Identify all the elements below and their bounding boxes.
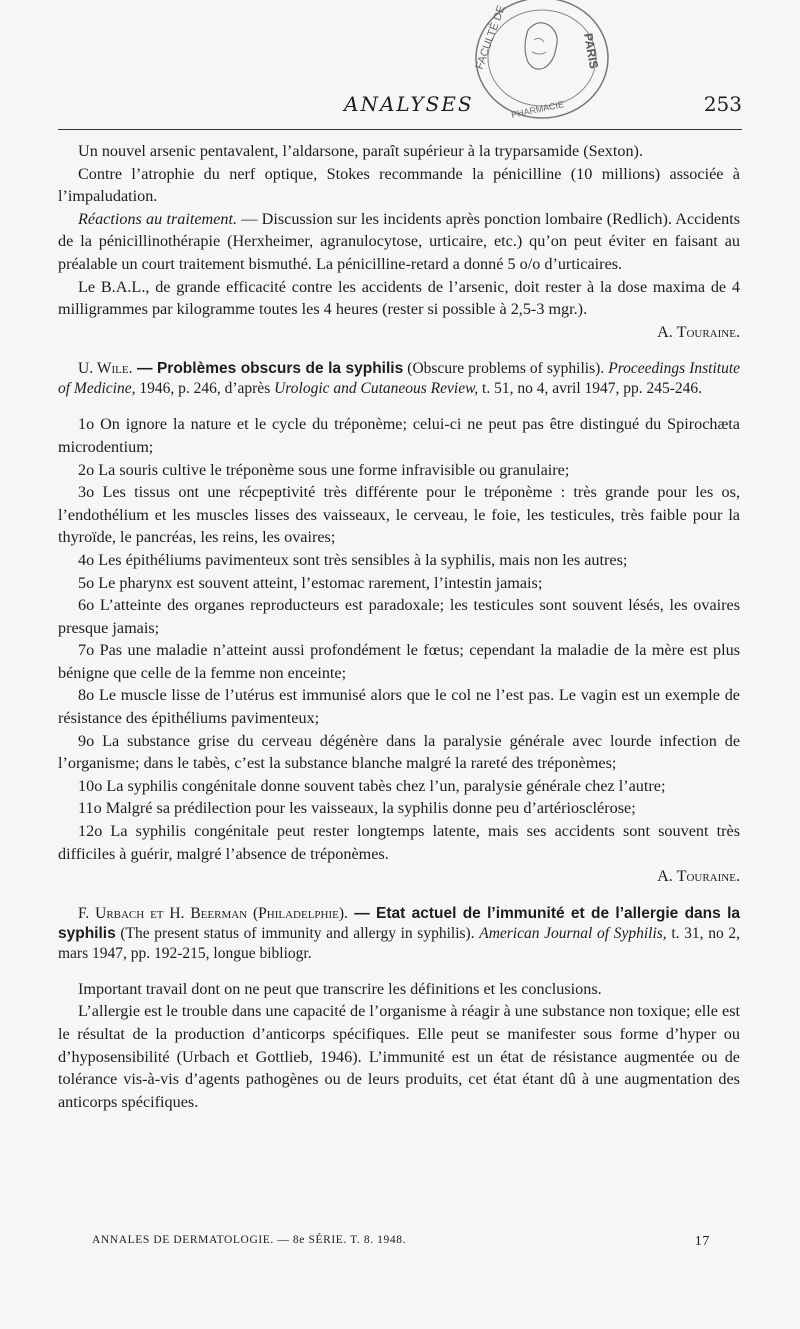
journal: Urologic and Cutaneous Review, (274, 380, 479, 398)
paragraph: Le B.A.L., de grande efficacité contre les accidents de l’arsenic, doit rester à la dose maxima de 4 milligrammes par kilogramme toutes les 4 heures (rester si possible à 2,5-3 mgr.). (58, 277, 740, 319)
reference-header: U. Wile. — Problèmes obscurs de la syphilis (Obscure problems of syphilis). Proceedings Institute of Medicine, 1946, p. 246, d’après Urologic and Cutaneous Review, t. 51, no 4, avril 1947, pp. 245-246. (58, 360, 740, 398)
svg-text:PHARMACIE: PHARMACIE (510, 99, 565, 120)
signature-mark: 17 (694, 1234, 710, 1249)
signature: A. Touraine. (657, 867, 740, 886)
header-rule (58, 129, 742, 130)
list-item: 6o L’atteinte des organes reproducteurs est paradoxale; les testicules sont souvent lésés, les ovaires presque jamais; (58, 596, 740, 637)
paragraph: L’allergie est le trouble dans une capacité de l’organisme à réagir à une substance non toxique; elle est le résultat de la production d’anticorps spécifiques. Elle peut se manifester sous forme d’hyper ou d’hyposensibilité (Urbach et Gottlieb, 1946). L’immunité est un état de résistance augmentée ou de tolérance vis-à-vis d’agents pathogènes ou de leurs produits, cet état étant dû à une augmentation des anticorps spécifiques. (58, 1002, 740, 1111)
page-number: 253 (703, 92, 742, 116)
list-item: 11o Malgré sa prédilection pour les vaisseaux, la syphilis donne peu d’artériosclérose; (78, 799, 636, 818)
list-item: 12o La syphilis congénitale peut rester longtemps latente, mais ses accidents sont souvent très difficiles à guérir, malgré l’absence de tréponèmes. (58, 822, 740, 863)
paragraph: Un nouvel arsenic pentavalent, l’aldarsone, paraît supérieur à la tryparsamide (Sexton). (78, 142, 643, 160)
list-item: 4o Les épithéliums pavimenteux sont très sensibles à la syphilis, mais non les autres; (78, 550, 628, 569)
journal: Proceedings Institute of Medicine, (58, 360, 740, 398)
list-item: 5o Le pharynx est souvent atteint, l’estomac rarement, l’intestin jamais; (78, 573, 543, 592)
article-title: — Etat actuel de l’immunité et de l’allergie dans la syphilis (58, 904, 740, 942)
article-body (58, 140, 740, 1113)
list-item: 9o La substance grise du cerveau dégénère dans la paralysie générale avec lourde infection de l’organisme; dans le tabès, c’est la substance blanche malgré la rareté des tréponèmes; (58, 731, 740, 773)
page-header (58, 92, 742, 122)
list-item: 10o La syphilis congénitale donne souvent tabès chez l’un, paralysie générale chez l’autre; (78, 776, 666, 795)
journal: American Journal of Syphilis, (479, 924, 667, 942)
list-item: 8o Le muscle lisse de l’utérus est immunisé alors que le col ne l’est pas. Le vagin est un exemple de résistance des épithéliums pavimenteux; (58, 686, 740, 728)
running-title: ANALYSES (344, 92, 474, 116)
footer-journal-line: ANNALES DE DERMATOLOGIE. — 8e SÉRIE. T. 8. 1948. (92, 1234, 407, 1246)
signature: A. Touraine. (657, 322, 740, 341)
paragraph: Contre l’atrophie du nerf optique, Stokes recommande la pénicilline (10 millions) associée à l’impaludation. (58, 164, 740, 206)
svg-text:PARIS: PARIS (581, 32, 602, 70)
article-title: — Problèmes obscurs de la syphilis (132, 360, 404, 378)
list-item: 3o Les tissus ont une récpeptivité très différente pour le tréponème : très grande pour les os, l’endothélium et les muscles lisses des vaisseaux, le cerveau, le foie, les testicules, très faible pour la thyroïde, le pancréas, les reins, les ovaires; (58, 483, 740, 547)
paragraph-lead: Réactions au traitement. (78, 209, 238, 228)
reference-header: F. Urbach et H. Beerman (Philadelphie). — Etat actuel de l’immunité et de l’allergie dans la syphilis (The present status of immunity and allergy in syphilis). American Journal of Syphilis, t. 31, no 2, mars 1947, pp. 192-215, longue bibliogr. (58, 904, 740, 962)
svg-text:FACULTÉ DE: FACULTÉ DE (473, 3, 508, 72)
list-item: 1o On ignore la nature et le cycle du tréponème; celui-ci ne peut pas être distingué du Spirochæta microdentium; (58, 415, 740, 456)
list-item: 2o La souris cultive le tréponème sous une forme infravisible ou granulaire; (78, 460, 570, 479)
paragraph: Réactions au traitement. — Discussion sur les incidents après ponction lombaire (Redlich). Accidents de la pénicillinothérapie (Herxheimer, agranulocytose, urticaire, etc.) qu’on peut éviter en faisant au préalable un court traitement bismuthé. La pénicilline-retard a donné 5 o/o d’urticaires. (58, 209, 740, 273)
author: F. Urbach et H. Beerman (Philadelphie). (78, 904, 348, 922)
list-item: 7o Pas une maladie n’atteint aussi profondément le fœtus; cependant la maladie de la mère est plus bénigne que celle de la femme non enceinte; (58, 641, 740, 682)
paragraph: Important travail dont on ne peut que transcrire les définitions et les conclusions. (78, 979, 602, 998)
author: U. Wile. (78, 360, 133, 378)
